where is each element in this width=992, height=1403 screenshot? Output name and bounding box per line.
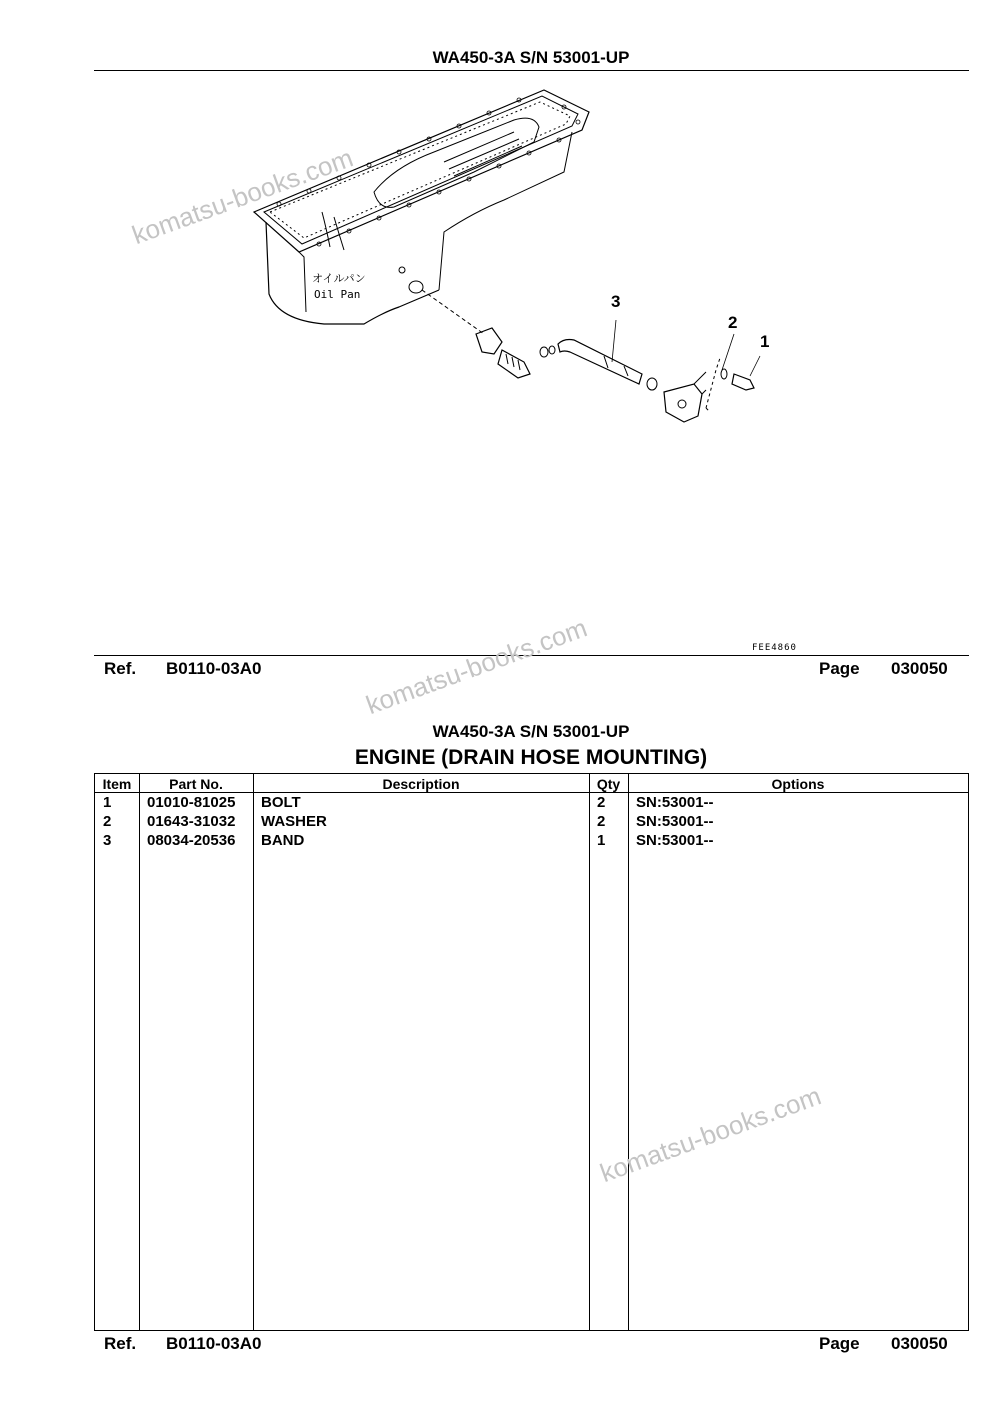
- description-cell: WASHER: [261, 813, 327, 830]
- column-header-item: Item: [102, 776, 132, 792]
- oil-pan-drawing: [254, 90, 589, 324]
- header-divider: [94, 70, 969, 71]
- page-label: Page: [819, 659, 860, 678]
- column-header-options: Options: [771, 776, 825, 792]
- part-no-cell: 01643-31032: [147, 813, 236, 830]
- description-cell: BAND: [261, 832, 305, 849]
- callout-3: 3: [611, 292, 621, 311]
- item-cell: 3: [103, 832, 112, 849]
- qty-cell: 2: [597, 794, 606, 811]
- oil-pan-label-jp: オイルパン: [312, 272, 366, 285]
- column-header-description: Description: [382, 776, 460, 792]
- watermark: komatsu-books.com: [596, 1080, 825, 1189]
- column-header-part-no: Part No.: [169, 776, 223, 792]
- parts-table: [94, 773, 969, 1331]
- parts-list-title: ENGINE (DRAIN HOSE MOUNTING): [354, 746, 708, 769]
- column-header-qty: Qty: [596, 776, 621, 792]
- table-row: [95, 832, 968, 851]
- page-footer: [94, 1334, 969, 1356]
- drain-hose-assembly: [422, 290, 760, 422]
- column-divider: [139, 774, 140, 1330]
- watermark: komatsu-books.com: [362, 612, 591, 721]
- ref-value: B0110-03A0: [166, 659, 262, 678]
- options-cell: SN:53001--: [636, 813, 714, 830]
- item-cell: 1: [103, 794, 112, 811]
- ref-label: Ref.: [104, 659, 137, 678]
- part-no-cell: 08034-20536: [147, 832, 236, 849]
- callout-2: 2: [728, 313, 738, 332]
- exploded-parts-diagram: [94, 72, 969, 652]
- column-divider: [628, 774, 629, 1330]
- column-divider: [589, 774, 590, 1330]
- options-cell: SN:53001--: [636, 794, 714, 811]
- options-cell: SN:53001--: [636, 832, 714, 849]
- parts-list-model: WA450-3A S/N 53001-UP: [432, 722, 630, 741]
- callout-1: 1: [760, 332, 770, 351]
- item-cell: 2: [103, 813, 112, 830]
- figure-code: FEE4860: [752, 643, 797, 653]
- table-row: [95, 794, 968, 813]
- page-value: 030050: [891, 1334, 948, 1353]
- watermark: komatsu-books.com: [128, 142, 357, 251]
- qty-cell: 1: [597, 832, 606, 849]
- diagram-page-title: WA450-3A S/N 53001-UP: [432, 48, 630, 67]
- qty-cell: 2: [597, 813, 606, 830]
- oil-pan-label-en: Oil Pan: [314, 288, 361, 301]
- column-divider: [253, 774, 254, 1330]
- ref-value: B0110-03A0: [166, 1334, 262, 1353]
- table-row: [95, 813, 968, 832]
- ref-label: Ref.: [104, 1334, 137, 1353]
- page-label: Page: [819, 1334, 860, 1353]
- part-no-cell: 01010-81025: [147, 794, 236, 811]
- header-row-divider: [95, 792, 968, 793]
- page-value: 030050: [891, 659, 948, 678]
- description-cell: BOLT: [261, 794, 301, 811]
